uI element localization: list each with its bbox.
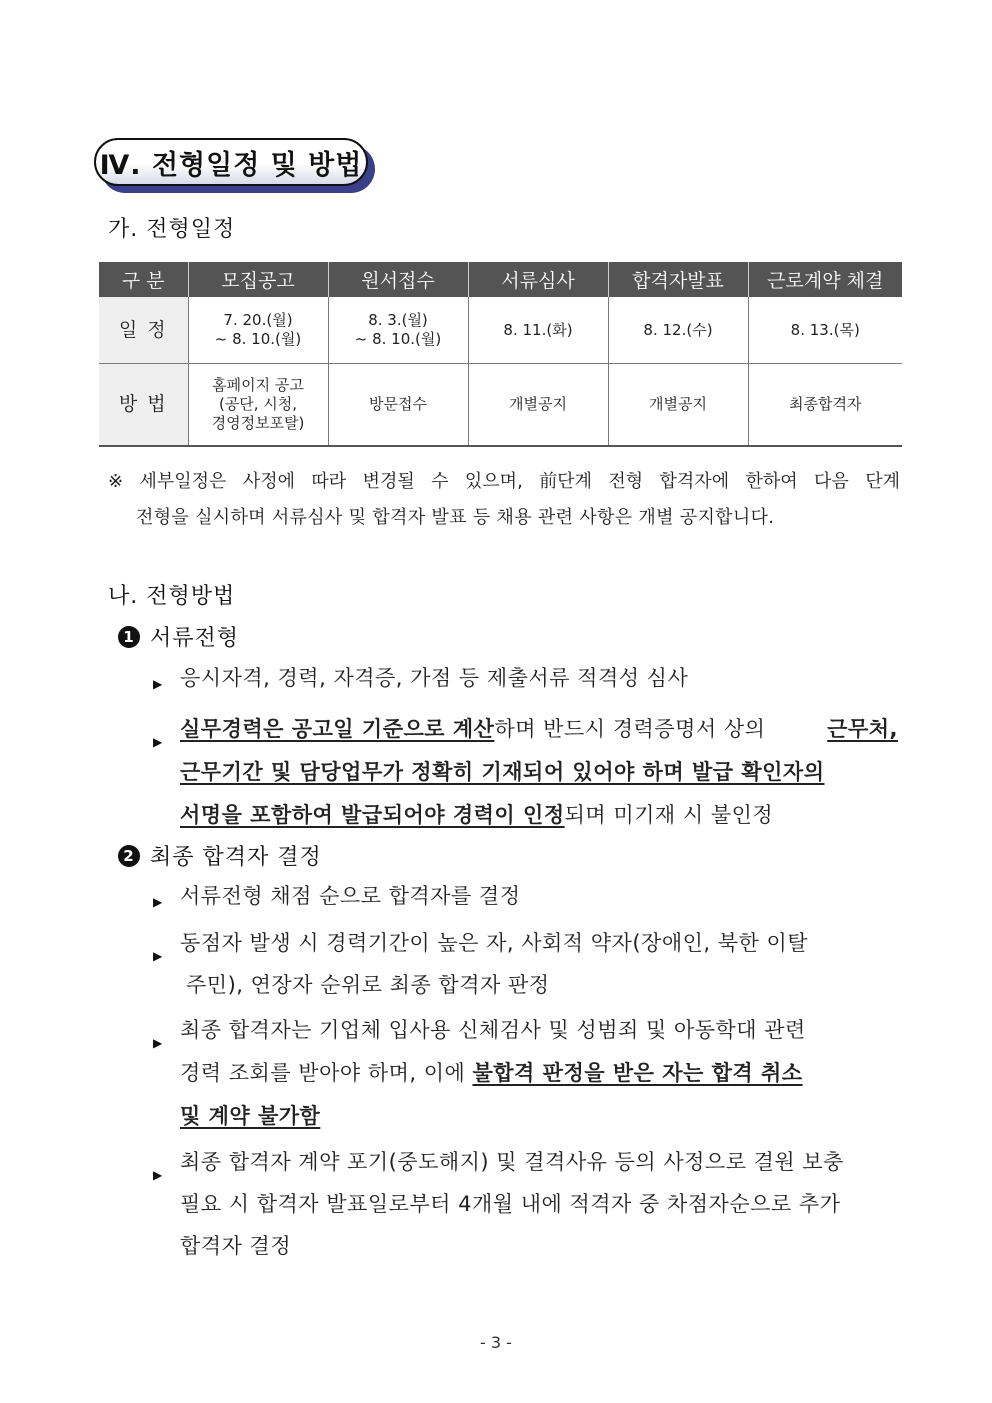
cell-text-line: 경영정보포탈) [211,414,305,432]
step1-badge: 1 [118,626,140,648]
cell-text-line: 7. 20.(월) [223,311,293,329]
table-cell [608,297,748,364]
cell-text-line: 최종합격자 [789,395,862,413]
note-word: 따라 [311,471,347,492]
table-row-label: 방 법 [99,364,188,447]
bullet-triangle-icon: ▶ [153,735,163,749]
step2-bullet-4 [153,1141,898,1267]
table-header-cell: 근로계약 체결 [748,262,902,297]
table-cell [188,297,328,364]
note-word: 한하여 [745,471,798,492]
cell-text-line: 8. 3.(월) [368,311,428,329]
table-cell [748,364,902,447]
table-header-row [99,262,902,297]
section-title: Ⅳ. 전형일정 및 방법 [94,138,368,186]
step2-bullet-3 [153,1009,898,1138]
table-cell [328,364,468,447]
step1-bullet-1-text: 응시자격, 경력, 자격증, 가점 등 제출서류 적격성 심사 [180,666,689,690]
note-word: 수 [431,471,449,492]
cell-text-line: 홈페이지 공고 [212,376,304,394]
step2-badge: 2 [118,845,140,867]
text-line: 합격자 결정 [180,1234,292,1258]
text-line: 최종 합격자 계약 포기(중도해지) 및 결격사유 등의 사정으로 결원 보충 [180,1150,844,1174]
step2-bullet-2-text [180,922,898,1006]
note-word: 사정에 [242,471,295,492]
note-word: 다음 [814,471,849,492]
table-row-label: 일 정 [99,297,188,364]
step2-title-text: 최종 합격자 결정 [150,845,322,870]
table-row-method [99,364,902,447]
step1-bullet-2-text [180,708,898,837]
table-header-cell: 모집공고 [188,262,328,297]
table-header-cell: 합격자발표 [608,262,748,297]
table-cell [188,364,328,447]
bullet-triangle-icon: ▶ [153,949,163,963]
note-word: 변경될 [362,471,415,492]
cell-text-line: (공단, 시청, [218,395,298,413]
text-line: 주민), 연장자 순위로 최종 합격자 판정 [186,973,550,997]
step2-title [118,840,322,871]
underlined-text: 근무기간 및 담당업무가 정확히 기재되어 있어야 하며 발급 확인자의 [180,760,825,784]
step2-bullet-1-text: 서류전형 채점 순으로 합격자를 결정 [180,884,521,908]
table-cell [468,297,608,364]
underlined-text: 근무처, [827,717,898,741]
table-cell [608,364,748,447]
table-cell [468,364,608,447]
table-cell [748,297,902,364]
schedule-note [108,464,900,536]
schedule-heading: 가. 전형일정 [108,217,236,242]
table-header-cell: 구 분 [99,262,188,297]
note-word: ※ [108,471,124,492]
underlined-text: 실무경력은 공고일 기준으로 계산 [180,717,495,741]
note-word: 세부일정은 [139,471,227,492]
table-header-cell: 서류심사 [468,262,608,297]
underlined-text: 서명을 포함하여 발급되어야 경력이 인정 [180,803,565,827]
text-line: 필요 시 합격자 발표일로부터 4개월 내에 적격자 중 차점자순으로 추가 [180,1192,841,1216]
note-word: 있으며, [464,471,523,492]
step2-bullet-3-text [180,1009,898,1138]
cell-text-line: 8. 11.(화) [503,320,573,339]
cell-text-line: ~ 8. 10.(월) [214,330,302,348]
page-number: - 3 - [480,1333,512,1352]
cell-text-line: 8. 12.(수) [643,320,713,339]
table-cell [328,297,468,364]
cell-text-line: ~ 8. 10.(월) [354,330,442,348]
underlined-text: 불합격 판정을 받은 자는 합격 취소 [472,1061,803,1085]
step1-title [118,621,239,652]
text-line: 최종 합격자는 기업체 입사용 신체검사 및 성범죄 및 아동학대 관련 [180,1018,806,1042]
plain-text: 경력 조회를 받아야 하며, 이에 [180,1061,473,1085]
method-heading: 나. 전형방법 [108,584,236,609]
table-header-cell: 원서접수 [328,262,468,297]
note-word: 前단계 [539,471,592,492]
cell-text-line: 8. 13.(목) [790,320,860,339]
step2-bullet-1 [153,882,898,910]
bullet-triangle-icon: ▶ [153,677,163,691]
step1-bullet-1 [153,664,898,692]
note-line-2: 전형을 실시하며 서류심사 및 합격자 발표 등 채용 관련 사항은 개별 공지합니다. [136,507,775,528]
note-word: 합격자에 [659,471,730,492]
cell-text-line: 방문접수 [369,395,427,413]
plain-text: 되며 미기재 시 불인정 [564,803,774,827]
text-line: 동점자 발생 시 경력기간이 높은 자, 사회적 약자(장애인, 북한 이탈 [180,931,809,955]
step2-bullet-4-text [180,1141,898,1267]
bullet-triangle-icon: ▶ [153,895,163,909]
note-word: 단계 [865,471,900,492]
schedule-table [99,262,902,447]
underlined-text: 및 계약 불가함 [180,1104,321,1128]
note-line-1 [108,464,900,500]
bullet-triangle-icon: ▶ [153,1036,163,1050]
note-word: 전형 [608,471,644,492]
cell-text-line: 개별공지 [509,395,567,413]
cell-text-line: 개별공지 [649,395,707,413]
step1-bullet-2 [153,708,898,837]
step2-bullet-2 [153,922,898,1006]
table-row-date [99,297,902,364]
step1-title-text: 서류전형 [150,626,240,651]
section-title-box [94,138,376,194]
plain-text: 하며 반드시 경력증명서 상의 [494,717,766,741]
bullet-triangle-icon: ▶ [153,1168,163,1182]
